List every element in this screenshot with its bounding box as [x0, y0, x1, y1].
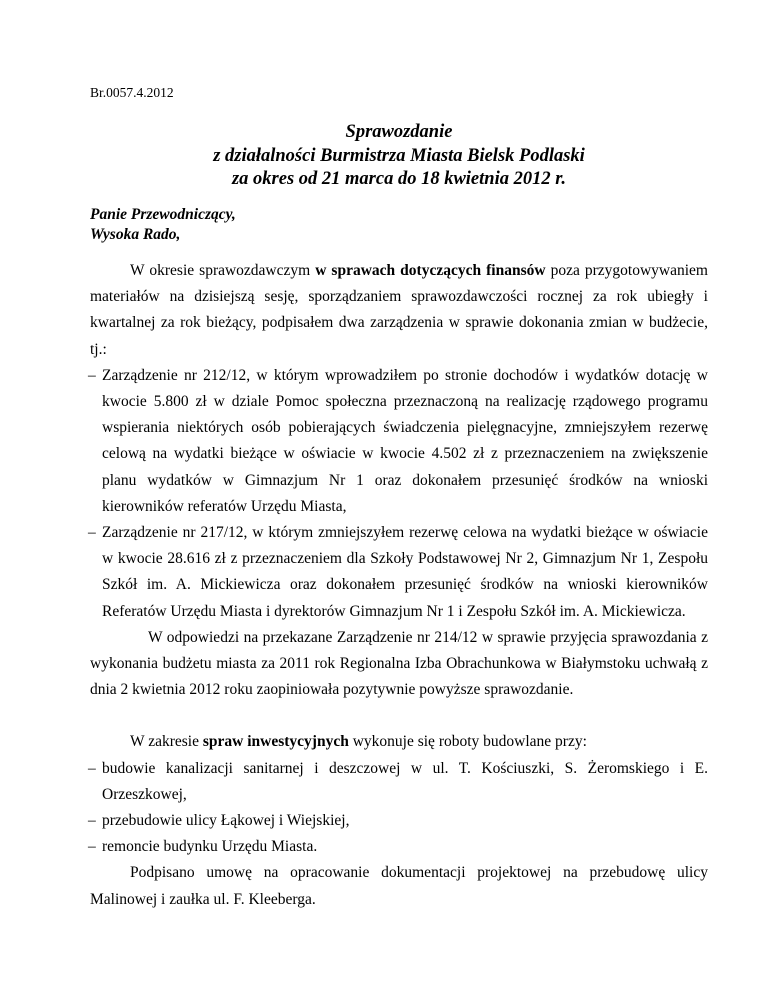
list-item: – remoncie budynku Urzędu Miasta. — [90, 834, 708, 860]
investment-paragraph-rest: wykonuje się roboty budowlane przy: — [348, 733, 587, 751]
investment-works-list — [90, 756, 708, 861]
document-reference-number: Br.0057.4.2012 — [90, 85, 174, 100]
investment-paragraph-emphasis: spraw inwestycyjnych — [202, 733, 349, 751]
list-item: – Zarządzenie nr 212/12, w którym wprowadziłem po stronie dochodów i wydatków dotację w kwocie 5.800 zł w dziale Pomoc społeczna przeznaczoną na realizację rządowego programu wspierania niektórych osób pobierających świadczenia pielęgnacyjne, zmniejszyłem rezerwę celową na wydatki bieżące w oświacie w kwocie 4.502 zł z przeznaczeniem na zwiększenie planu wydatków w Gimnazjum Nr 1 oraz dokonałem przesunięć środków na wnioski kierowników referatów Urzędu Miasta, — [90, 363, 708, 520]
finance-paragraph-intro: W okresie sprawozdawczym — [130, 262, 316, 279]
investment-paragraph-intro: W zakresie — [130, 733, 203, 751]
list-item: – budowie kanalizacji sanitarnej i deszczowej w ul. T. Kościuszki, S. Żeromskiego i E. Orzeszkowej, — [90, 756, 708, 808]
design-contract-paragraph: Podpisano umowę na opracowanie dokumentacji projektowej na przebudowę ulicy Malinowej i zaułka ul. F. Kleeberga. — [90, 864, 708, 908]
finance-paragraph — [90, 258, 708, 363]
greeting — [90, 205, 236, 245]
investment-paragraph — [90, 729, 708, 755]
finance-orders-list — [90, 363, 708, 625]
greeting-line-2: Wysoka Rado, — [90, 226, 181, 243]
document-title — [90, 121, 708, 192]
finance-paragraph-emphasis: w sprawach dotyczących finansów — [315, 262, 546, 279]
list-item: – przebudowie ulicy Łąkowej i Wiejskiej, — [90, 808, 708, 834]
greeting-line-1: Panie Przewodniczący, — [90, 206, 236, 223]
budget-opinion-paragraph: W odpowiedzi na przekazane Zarządzenie nr 214/12 w sprawie przyjęcia sprawozdania z wykonania budżetu miasta za 2011 rok Regionalna Izba Obrachunkowa w Białymstoku uchwałą z dnia 2 kwietnia 2012 roku zaopiniowała pozytywnie powyższe sprawozdanie. — [90, 628, 708, 699]
paragraph-gap — [90, 703, 708, 729]
title-line-1: Sprawozdanie — [345, 122, 453, 142]
report-body — [90, 258, 708, 913]
finance-paragraph-rest: poza przygotowywaniem materiałów na dzisiejszą sesję, sporządzaniem sprawozdawczości rocznej za rok ubiegły i kwartalnej za rok bieżący, podpisałem dwa zarządzenia w sprawie dokonania zmian w budżecie, tj.: — [90, 262, 708, 358]
list-item: – Zarządzenie nr 217/12, w którym zmniejszyłem rezerwę celowa na wydatki bieżące w oświacie w kwocie 28.616 zł z przeznaczeniem dla Szkoły Podstawowej Nr 2, Gimnazjum Nr 1, Zespołu Szkół im. A. Mickiewicza oraz dokonałem przesunięć środków na wnioski kierowników Referatów Urzędu Miasta i dyrektorów Gimnazjum Nr 1 i Zespołu Szkół im. A. Mickiewicza. — [90, 520, 708, 625]
title-line-3: za okres od 21 marca do 18 kwietnia 2012 r. — [231, 169, 567, 189]
title-line-2: z działalności Burmistrza Miasta Bielsk Podlaski — [213, 145, 585, 166]
